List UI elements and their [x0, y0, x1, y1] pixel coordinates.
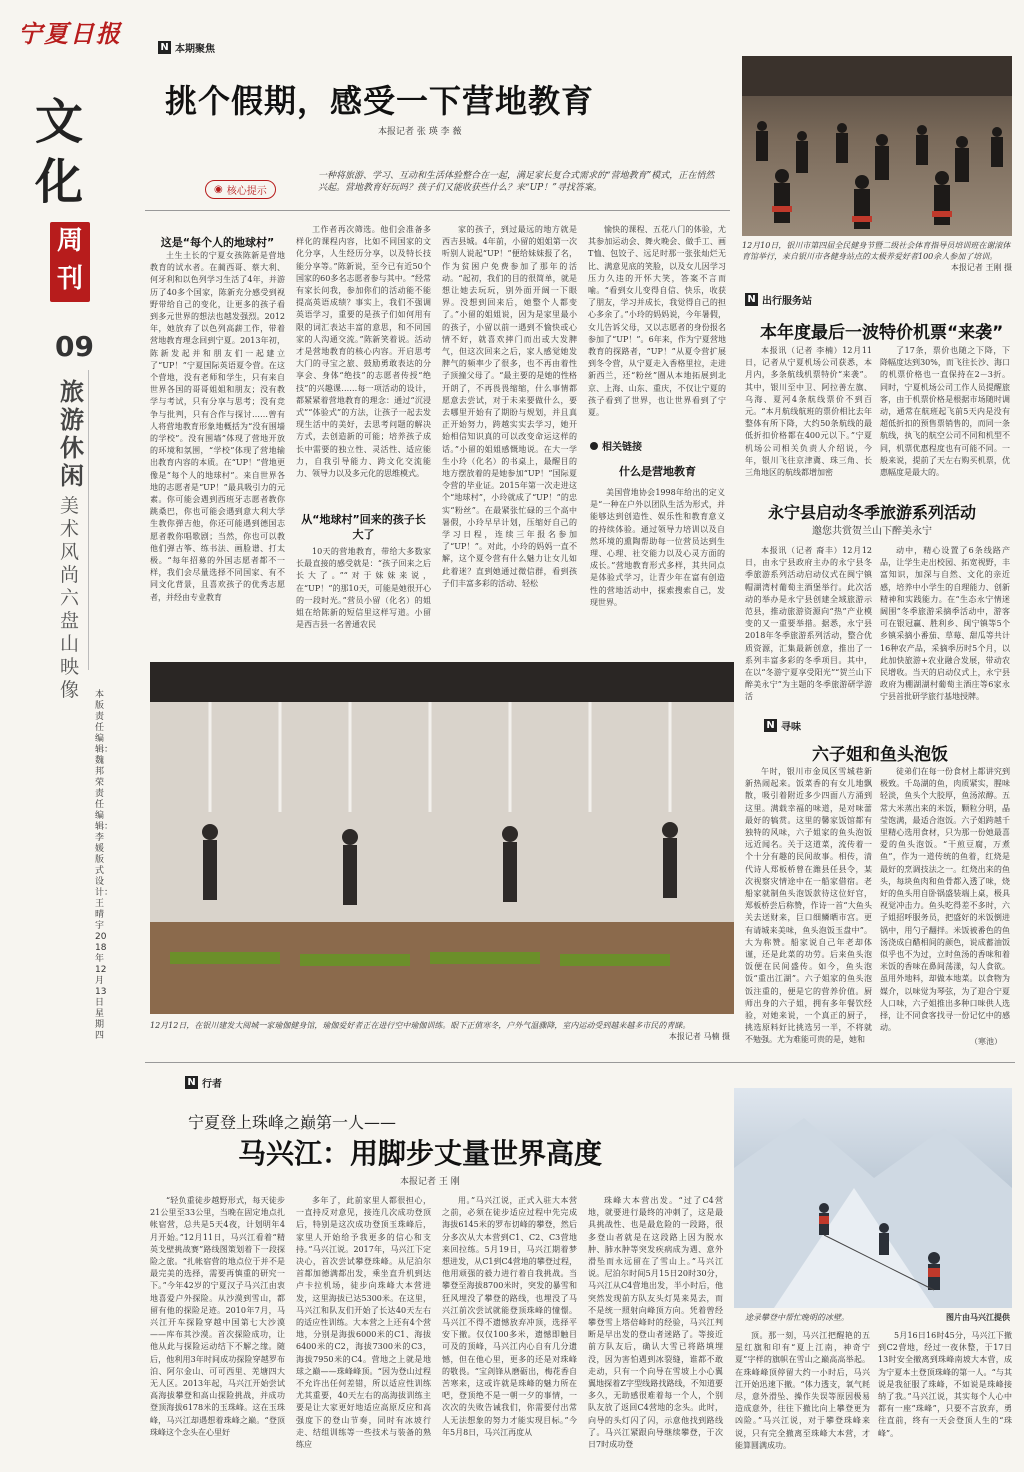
yoga-caption: 12月12日，在银川建发大阅城一家瑜伽健身馆，瑜伽爱好者正在进行空中瑜伽训练。眼下正值寒冬，户外气温骤降，室内运动受到越来越多市民的青睐。 本报记者 马楠 摄 — [150, 1021, 730, 1041]
xingzhe-byline: 本报记者 王 刚 — [400, 1177, 460, 1187]
yongning-subhead: 邀您共赏贺兰山下醉美永宁 — [812, 526, 932, 537]
lead-headline: 挑个假期，感受一下营地教育 — [165, 82, 595, 120]
xunwei-headline: 六子姐和鱼头泡饭 — [812, 745, 948, 765]
xunwei-credit: （寒池） — [970, 1037, 1002, 1046]
everest-caption: 途录攀登中帮忙晚明的冰壁。 图片由马兴江提供 — [745, 1312, 1010, 1322]
lead-col2-subhead: 从“地球村”回来的孩子长大了 — [301, 513, 426, 541]
xingzhe-rule — [145, 1062, 1015, 1063]
tai-chi-credit: 本报记者 王刚 摄 — [950, 263, 1012, 272]
yoga-studio-graphic — [150, 662, 734, 1014]
service-headline: 本年度最后一波特价机票“来袭” — [760, 323, 1004, 343]
dateline: 本版责任编辑：魏邦荣 责任编辑：李 媛 版式设计：王晴宇 2018年12月13日 星期四 — [95, 690, 114, 1041]
section-sub-badge — [50, 222, 90, 302]
lead-col3-text: 家的孩子，到过最远的地方就是西吉县城。4年前，小留的姐姐第一次听别人说起“UP！”便给妹妹报了名，作为贫困户免费参加了那年的活动。“起初，我们的目的很简单，就是想让她去玩玩，别外面开阔一下眼界。没想到回来后，她整个人都变了。”小留的姐姐说，因为是家里最小的孩子，小留以前一遇到不愉快或心情不好，就喜欢摔门而出或大发脾气，但这次回来之后，家人感觉她发脾气的频率少了很多，也不再由着性子顶撞父母了。“最主要的是她的性格开朗了，不再畏畏缩缩，什么事情都愿意去尝试，对于未来要做什么，要去哪里开始有了期盼与规划，并且真正开始努力，跨越实实去学习，她开始相信知识真的可以改变命运这样的话。”小留的姐姐感慨地说。在大一学生小玲（化名）的书桌上，最醒目的地方摆放着的是她参加“UP！”国际夏令营的毕业证。2015年第一次走进这个“地球村”，小玲就成了“UP！”的忠实“粉丝”。在最紧张忙碌的三个高中暑假，小玲早早计划，压缩好自己的学习日程，连续三年报名参加了“UP！”。对此，小玲的妈妈一直不解，这个夏令营有什么魅力让女儿如此着迷？直到她通过微信群，看到孩子们丰富多彩的活动、轻松 — [442, 225, 577, 588]
lead-col2b-text: 10天的营地教育，带给大多数家长最直接的感受就是：“孩子回来之后长大了。”“对于妹妹来说，在“UP！”的那10天，可能是她很开心的一段时光。”营员小留（化名）的姐姐在给陈新的短信里这样写道。小留是西吉县一名普通农民 — [296, 547, 431, 630]
n-logo-icon: N — [745, 293, 758, 306]
lead-col1-subhead: 这是“每个人的地球村” — [160, 236, 275, 249]
lead-col2-text: 工作者再次筛选。他们会准备多样化的课程内容，比如不同国家的文化分享，人生经历分享，以及特长技能分享等。”陈新说，至今已有近50个国家的60多名志愿者参与其中。“经常有家长问我，参加你们的活动能不能提高英语成绩？事实上，我们不强调英语学习，重要的是孩子们如何用有限的词汇表达丰富的意思，和不同国家的人沟通交流。”陈新笑着说。活动才是营地教育的核心内容。开启思考大门的寻宝之旅、鼓励勇敢表达的分享会、身体“绝技”的志愿者传授“绝技”的兴趣课……每一项活动的设计，都紧紧着营地教育的理念：通过“沉浸式”“体验式”的方法，让孩子一起去发现生活中的美好，去思考问题的解决方式，去创造新的可能；培养孩子成长中需要的独立性、灵活性、适应能力，自我引导能力、跨文化交流能力、领导力以及多元化的思维模式。 — [296, 225, 431, 479]
related-body: 美国营地协会1998年给出的定义是“一种在户外以团队生活为形式，并能够达到创造性、娱乐性和教育意义的持续体验。通过领导力培训以及自然环境的熏陶帮助每一位营员达到生理、心理、社交能力以及心灵方面的成长。”营地教育形式多样，其共同点是体验式学习，让青少年在富有创造性的营地活动中，探索搜索自己，发现世界。 — [590, 488, 725, 607]
xingzhe-kicker: 宁夏登上珠峰之巅第一人—— — [188, 1113, 397, 1132]
lead-byline: 本报记者 张 瑛 李 薇 — [378, 127, 462, 137]
service-col2-text: 了17条，票价也随之下降，下降幅度达到30%，而飞往长沙、海口的机票价格也一直保持在2－3折。同时，宁夏机场公司工作人员提醒旅客，由于机票价格是根据市场随时调动，通常在航班起飞前5天内是没有超低折扣的预售票销售的，而同一条航线，执飞的航空公司不同和机型不同，机票优惠程度也有可能不同。一般来说，提前了天左右购买机票，优惠幅度是最大的。 — [880, 346, 1010, 478]
xunwei-col1-text: 午时，银川市金凤区雪城巷新新热闹起来。饭菜香的有女儿地飘散，吸引着附近多少四面八方涌到这里。满载幸福的味道，是对味蕾最好的犒赏。这里的馨家饭馆都有独特的风味，六子姐家的鱼头泡饭远近闻名。关于这道菜，流传着一个十分有趣的民间故事。相传，清代诗人郑板桥曾在潍县任县令，某次视察灾情途中在一船家借宿。老船家就制鱼头泡饭款待这位好官，郑板桥尝后称赞，作诗一首“大鱼头关去送财来，巨口细鳞晒市宫。更有请城来美味，鱼头泡饭玉盘中”。大为称赞。船家说自己年老却体谨，还是此菜的功劳。后来鱼头泡饭便在民间盛传。如今，鱼头泡饭“重出江湖”。六子姐家的鱼头泡饭注重的，便是它的营养价值。厨师出身的六子姐，拥有多年餐饮经验，对她来说，一个真正的厨子，挑选原料好比挑选另一半，不将就不勉强。尤为难能可贵的是，她和 — [745, 767, 872, 1045]
xingzhe-headline: 马兴江：用脚步丈量世界高度 — [238, 1137, 603, 1170]
xingzhe-col6-text: 5月16日16时45分，马兴江下撤到C2营地，经过一夜休整，于17日13时安全撤离到珠峰南坡大本营，成为宁夏本土登顶珠峰的第一人。“与其说是我征服了珠峰，不如说是珠峰接纳了我。”马兴江说，其实每个人心中都有一座“珠峰”，只要不言放弃，勇往直前，终有一天会登顶人生的“珠峰”。 — [878, 1331, 1012, 1438]
n-logo-icon: N — [764, 719, 777, 732]
everest-credit: 图片由马兴江提供 — [946, 1312, 1010, 1322]
xingzhe-col2-text: 多年了，此前家里人都很担心，一直持反对意见，接连几次成功登顶后，特别是这次成功登顶玉珠峰后，家里人开始给予我更多的信心和支持。”马兴江说。2017年，马兴江下定决心，首次尝试攀登珠峰。从尼泊尔首都加德满都出发，乘坐直升机到达卢卡拉机场，徒步向珠峰大本营进发，这里海拔已达5300米。在这里，马兴江和队友们开始了长达40天左右的适应性训练。大本营之上还有4个营地，分别是海拔6000米的C1、海拔6400米的C2，海拔7300米的C3，海拔7950米的C4。营地之上就是地球之巅——珠峰峰顶。“因为登山过程不允许出任何差错，所以适应性训练尤其重要，40天左右的高海拔训练主要是让大家更好地适应高原反应和高强度下的登山节奏，同时有冰坡行走、结组训练等一些技术与装备的熟练应 — [296, 1196, 431, 1450]
aerial-yoga-photo — [150, 662, 734, 1014]
xingzhe-col1-text: “轻负重徒步越野形式，每天徒步21公里至33公里，当晚在固定地点扎帐宿营，总共是5天4夜，计划明年4月开始。”12月11日，马兴江看着“精英戈壁挑战赛”路线图策划着下一段探险之旅。“扎帐宿营的地点位于并不是最完美的选择，需要再慎重的研究一下。”今年42岁的宁夏汉子马兴江由衷地喜爱户外探险。从沙漠到雪山，都留有他的探险足迹。2010年7月，马兴江开车探险穿越中国第七大沙漠——库布其沙漠。首次探险成功，让他从此与探险运动结下不解之缘。随后，他利用3年时间成功探险穿越罗布泊、阿尔金山、可可西里、羌塘四大无人区。2013年起，马兴江开始尝试高海拔攀登和高山探险挑战，并成功登顶海拔6178米的玉珠峰。这在玉珠峰，马兴江却遇想着珠峰之巅。“登顶珠峰这个念头在心里好 — [150, 1196, 285, 1437]
xingzhe-section-tag: N 行者 — [185, 1075, 222, 1090]
section-sub-title: 周刊 — [56, 226, 83, 294]
related-box — [590, 438, 725, 642]
yoga-credit: 本报记者 马楠 摄 — [668, 1032, 730, 1041]
tai-chi-caption: 12月10日，银川市第四届全民健身节暨二级社会体育指导员培训班在谢滚体育馆举行，来自银川市各健身站点的太极养爱好者100余人参加了培训。 本报记者 王刚 摄 — [742, 241, 1012, 272]
nav-title-main: 旅游休闲 — [60, 377, 84, 490]
n-logo-icon: N — [158, 41, 171, 54]
related-title: 什么是营地教育 — [619, 465, 696, 478]
key-points-label: ◉ 核心提示 — [205, 180, 276, 199]
tai-chi-photo — [742, 56, 1012, 236]
page-number: 09 — [55, 330, 94, 363]
related-label: 相关链接 — [602, 442, 642, 453]
service-col1-text: 本报讯（记者 李楠）12月11日，记者从宁夏机场公司获悉，本月内，多条航线机票特价“来袭”。其中，银川至中卫、阿拉善左旗、乌海、夏河4条航线票价不到百元。“本月航线航班的票价相比去年整体有所下降，大约50条航线的最低折扣价格都在400元以下。”宁夏机场公司相关负责人介绍说，今年，银川飞往京津冀、珠三角、长三角地区的航线都增加密 — [745, 346, 872, 478]
yongning-col1-text: 本报讯（记者 裔丰）12月12日，由永宁县政府主办的永宁县冬季旅游系列活动启动仪式在闽宁镇帽湖湾村葡萄主酒堡举行。此次活动的举办是永宁县创建全域旅游示范县，推动旅游资源向“热”产业模变的又一重要举措。据悉，永宁县2018年冬季旅游系列活动，整合优质资源，汇集最新创意，推出了一系列丰富多彩的冬季项目。其中，在以“冬游宁夏享受阳光”“贺兰山下醉美永宁”为主题的冬季旅游研学游活 — [745, 546, 872, 702]
section-big-title: 文化 — [35, 94, 84, 210]
xunwei-col2-text: 徒弟们在每一份食材上都讲究到极致。千岛湖的鱼，肉质紧实，腥味轻淡，鱼头个大胶厚，鱼汤浓醇。五常大米蒸出来的米饭，颗粒分明，晶莹饱满，最适合泡饭。六子姐跨越千里精心选用食材，只为那一份她最喜爱的鱼头泡饭。“干煎豆腐，万煮鱼”，作为一道传统的鱼着，红烧是最好的烹调技法之一。红烧出来的鱼头，每块鱼肉和鱼骨都入透了味，烧好的鱼头用自卧锅盛装端上桌，极具视觉冲击力。鱼头吃得差不多时，六子姐招呼服务员，把盛好的米饭倒进锅中，用勺子翻拌。米饭被番色的鱼汤浇成白醋相间的颜色，说成蓄油饭似乎也不为过，立时鱼汤的香味和着米饭的香味在鼻间荡漾，勾人食欲。虽用外地料，却做本地菜。以食物为媒介，以味觉为琴弦，为了迎合宁夏人口味，六子姐推出多种口味供人选择，让不同食客找寻一份记忆中的感动。 — [880, 767, 1010, 1033]
xingzhe-col5-text: 顶。那一刻，马兴江把醒艳的五星红旗和印有“夏上江南，神奇宁夏”字样的旗帜在雪山之巅高高举起。在珠峰峰顶停留大约一小时后，马兴江开始迅速下撤。“体力透支，氧气耗尽，意外滑坠、操作失误等原因极易造成意外，往往下撤比向上攀登更为凶险。”马兴江说，对于攀登珠峰来说，只有完全撤离至珠峰大本营，才能算圆满成功。 — [735, 1331, 870, 1450]
xingzhe-col4-text: 珠峰大本营出发。“过了C4营地，就要进行最终的冲刺了，这是最具挑战性、也是最危险的一段路，很多登山者就是在这段路上因为脱水肿、肺水肿等突发疾病成为遇、意外滑坠而永远留在了雪山上。”马兴江说。尼泊尔时间5月15日20时30分，马兴江从C4营地出发，半小时后，他突然发现前方队友头灯晃来晃去，而不是统一照射向峰顶方向。凭着曾经攀登雪上塔倍峰时的经验，马兴江判断是早出发的登山者迷路了。等接近前方队友后，确认大雪已将路填埋没，因为害怕遇到冰裂缝，谁都不敢走动，只有一个向导在雪坡上小心翼翼地探着Z字型线路找路线，不知道要多久，无助感很难着每一个人，个别队友放了返回C4营地的念头。此时，向导的头灯闪了闪，示意他找到路线了。马兴江紧跟向导继续攀登，于次日7时成功登 — [588, 1196, 723, 1450]
masthead-divider — [88, 370, 89, 670]
yongning-col2-text: 动中，精心设置了6条线路产品，让学生走出校园、拓宽视野，丰富知识，加深与自然、文化的亲近感，培养中小学生的自理能力、创新精神和实践能力。在“生态永宁情迷阔围”冬季旅游采摘季活动中，游客可在银冠赢、胜利乡、闽宁镇等5个乡镇采摘小番茄、草莓、甜瓜等共计16种农产品，采摘季历时5个月，以此加快旅游+农业融合发展，带动农民增收。当天的启动仪式上，永宁县政府为棚湖湖村葡萄主酒庄等6家永宁县首批研学旅行基地授牌。 — [880, 546, 1010, 702]
yongning-headline: 永宁县启动冬季旅游系列活动 — [768, 503, 977, 522]
lead-section-tag: N 本期聚焦 — [158, 40, 215, 55]
xingzhe-col3-text: 用。”马兴江说，正式入驻大本营之前，必须在徒步适应过程中先完成海拔6145米的罗布切峰的攀登，然后分多次从大本营到C1、C2、C3营地来回拉练。5月19日，马兴江期着梦想进发，从C1到C4营地的攀登过程，他用顽强的毅力进行着自我挑战。当攀登至海拔8700米时，突发的暴雪和狂风埋没了攀登的路线，也埋没了马兴江前次尝试就能登顶珠峰的憧憬。马兴江不得不遗憾放弃冲顶，选择平安下撤。仅仅100多米，遗憾即触目可及的顶峰，马兴江内心自有几分遗憾，但在他心里，更多的还是对珠峰的敬畏。“宝剑锋从磨砺出，梅花香自苦寒来，这或许就是珠峰的魅力所在吧，登顶绝不是一朝一夕的事情，一次次的失败告诫我们，你需要付出常人无法想象的努力才能实现目标。”今年5月8日，马兴江再度从 — [442, 1196, 577, 1437]
related-dot-icon — [590, 442, 598, 450]
service-section-tag: N 出行服务站 — [745, 292, 812, 307]
masthead-strip — [0, 0, 135, 1472]
n-logo-icon: N — [185, 1076, 198, 1089]
lead-summary: 一种将旅游、学习、互动和生活体验整合在一起，满足家长复合式需求的“营地教育”模式，正在悄然兴起。营地教育好玩吗？孩子们又能收获些什么？来“UP！”寻找答案。 — [318, 171, 715, 193]
lead-col1-text: 土生土长的宁夏女孩陈新是营地教育的试水者。在蔺西哥、蔡大利、何牙利和以色列学习生活了4年，并游历了40多个国家，陈新充分感受到视野带给自己的变化，让更多的孩子看到多元世界的想法也越发强烈。2012年，她放弃了以色列高薪工作，带着营地教育理念回到宁夏。2013年初，陈新发起并和朋友们一起建立了“UP！”宁夏国际英语夏令营。在这个营地，没有老师和学生，只有来自世界各国的哥哥姐姐和朋友；没有教学与考试，只有分享与思考；没有竞争与批判，只有合作与探讨……曾有人将营地教育形象地概括为“没有围墙的学校”。没有围墙”体现了营地开放的环境和氛围，“学校”体现了营地输出教育内容的本质。在“UP！”营地更像是“每个人的地球村”。来自世界各地的志愿者是“UP！”最具吸引力的元素。你可能会遇到西班牙志愿者教你跳桑巴，你也可能会遇到意大利大学生教你弹吉他，你还可能遇到德国志愿者教你唱歌剧；当然，你也可以教他们弹古筝、练书法、画脸谱、打太极。“每年招募的外国志愿者都不一样，我们会尽量选择不同国家、有不同文化背景，且喜欢孩子的优秀志愿者，并经由专业教育 — [150, 251, 285, 602]
nav-title-others: 美术风尚 六盘山 映像 — [60, 495, 80, 701]
newspaper-logo: 宁夏日报 — [18, 19, 122, 48]
lead-col4-text: 愉快的课程、五花八门的体验，尤其参加运动会、舞火晚会、做手工、画T恤、包饺子、远足时那一张张灿烂无比、满意见底的笑脸，以及女儿因学习压力久违的开怀大笑，答案不言而喻。“看到女儿变得自信、快乐，收获了朋友，学习并成长，我觉得自己的担心多余了。”小玲的妈妈说，今年暑假，女儿告诉父母，又以志愿者的身份报名参加了“UP！”。6年来，作为宁夏营地教育的探路者，“UP！”从夏令营扩展到冬令营，从宁夏走入香格里拉，走进新西兰，还“粉丝”圈从本地拓展到北京、上海、山东、重庆，不仅让宁夏的孩子看到了世界，也让世界看到了宁夏。 — [588, 225, 726, 418]
tai-chi-crowd-graphic — [742, 56, 1012, 236]
lead-rule — [145, 210, 730, 211]
xunwei-section-tag: N 寻味 — [764, 718, 801, 733]
ice-climbers-graphic — [734, 1088, 1012, 1308]
target-icon: ◉ — [214, 184, 223, 195]
everest-photo — [734, 1088, 1012, 1308]
